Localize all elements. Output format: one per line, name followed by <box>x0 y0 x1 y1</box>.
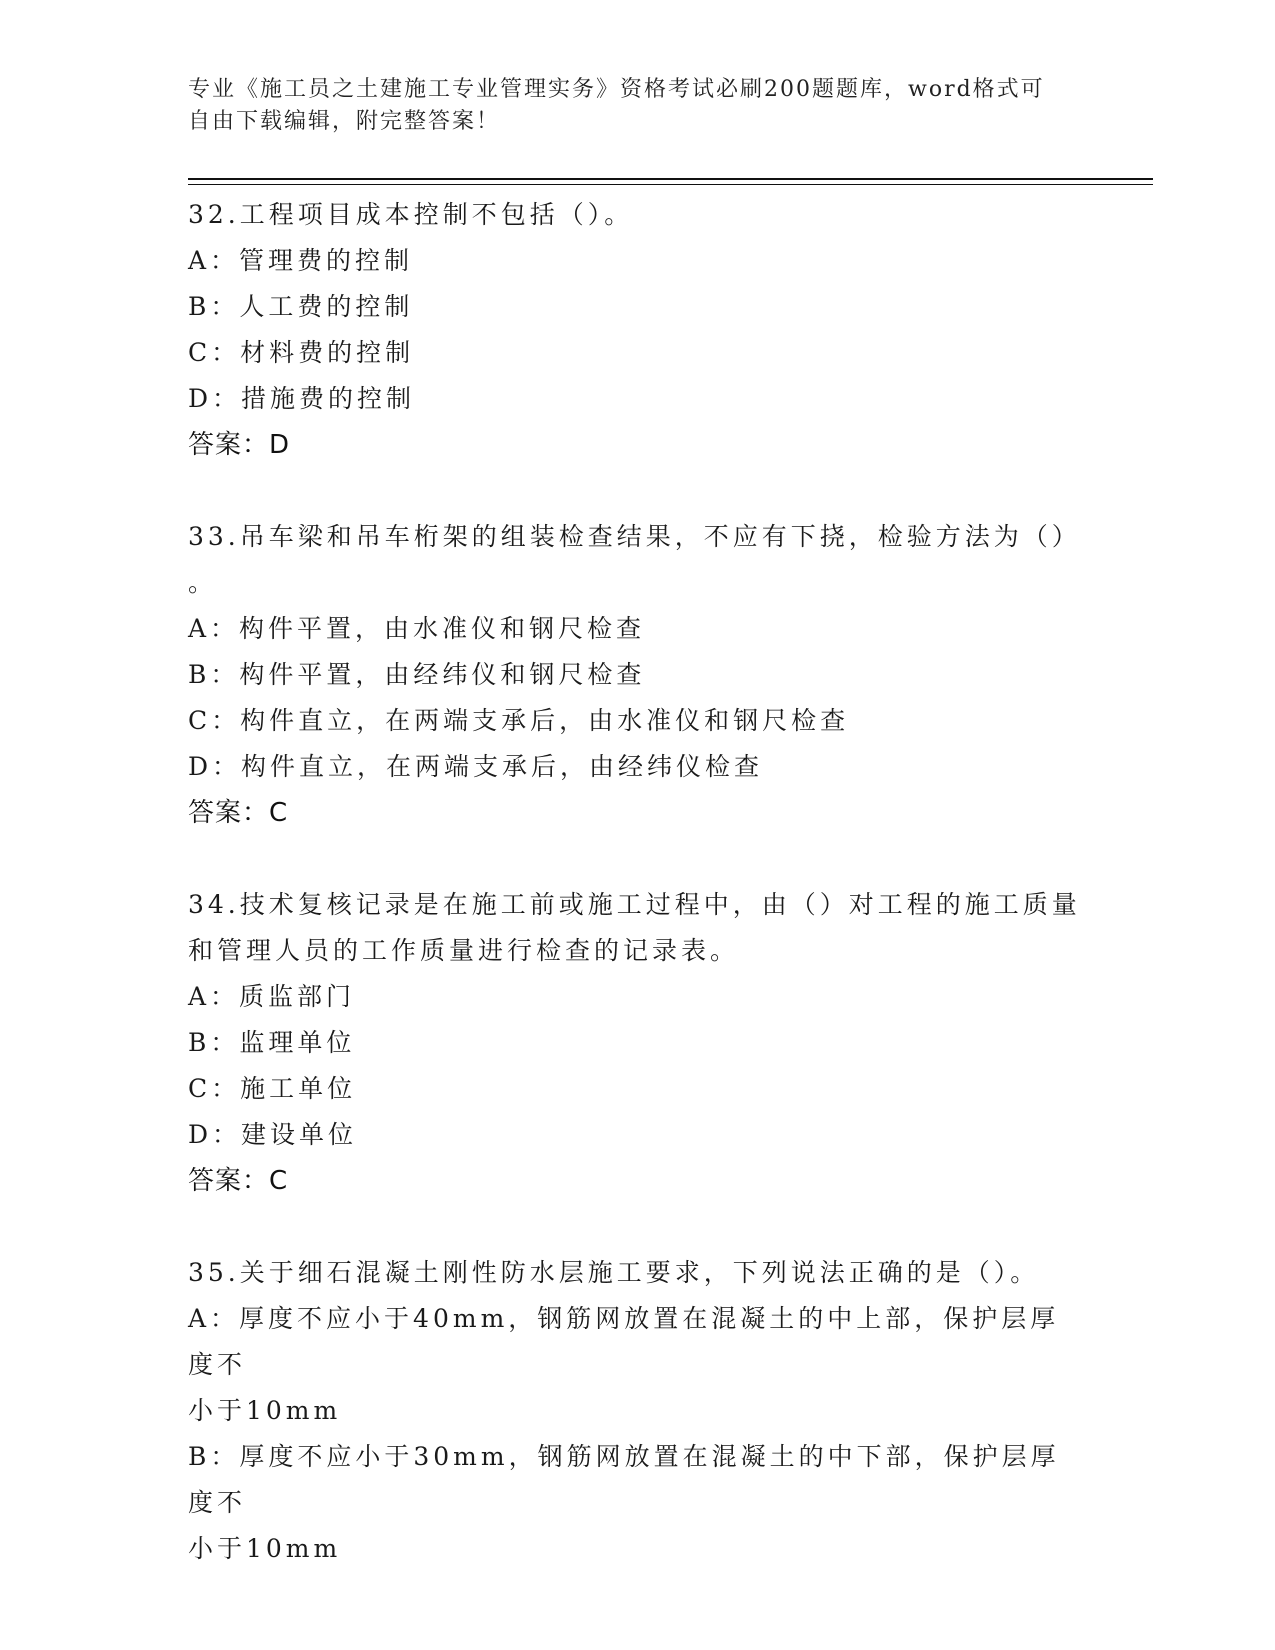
header-divider-thin <box>188 184 1153 185</box>
option-d: D：措施费的控制 <box>188 384 416 413</box>
question-stem: 34.技术复核记录是在施工前或施工过程中，由（）对工程的施工质量 <box>188 890 1081 919</box>
option-a-cont: 小于10mm <box>188 1396 342 1425</box>
option-b-cont: 小于10mm <box>188 1534 342 1563</box>
option-c: C：施工单位 <box>188 1074 357 1103</box>
option-b: B：构件平置，由经纬仪和钢尺检查 <box>188 660 646 689</box>
option-a: A：质监部门 <box>188 982 356 1011</box>
header-divider-thick <box>188 178 1153 180</box>
document-header <box>188 74 1088 138</box>
question-34 <box>188 882 1088 1204</box>
option-c: C：构件直立，在两端支承后，由水准仪和钢尺检查 <box>188 706 850 735</box>
question-stem-cont: 和管理人员的工作质量进行检查的记录表。 <box>188 936 740 965</box>
option-b: B：厚度不应小于30mm，钢筋网放置在混凝土的中下部，保护层厚度不 <box>188 1442 1060 1517</box>
header-line-2: 自由下载编辑，附完整答案！ <box>188 109 501 134</box>
answer: 答案：C <box>188 798 289 828</box>
option-a: A：构件平置，由水准仪和钢尺检查 <box>188 614 646 643</box>
option-d: D：构件直立，在两端支承后，由经纬仪检查 <box>188 752 764 781</box>
question-list <box>188 192 1088 1572</box>
question-stem: 32.工程项目成本控制不包括（）。 <box>188 200 634 229</box>
option-a: A：厚度不应小于40mm，钢筋网放置在混凝土的中上部，保护层厚度不 <box>188 1304 1060 1379</box>
header-line-1: 专业《施工员之土建施工专业管理实务》资格考试必刷200题题库，word格式可 <box>188 77 1045 102</box>
option-b: B：人工费的控制 <box>188 292 414 321</box>
question-35 <box>188 1250 1088 1572</box>
option-b: B：监理单位 <box>188 1028 356 1057</box>
answer: 答案：C <box>188 1166 289 1196</box>
question-stem: 35.关于细石混凝土刚性防水层施工要求，下列说法正确的是（）。 <box>188 1258 1040 1287</box>
option-a: A：管理费的控制 <box>188 246 414 275</box>
answer: 答案：D <box>188 430 291 460</box>
question-33 <box>188 514 1088 836</box>
question-stem: 33.吊车梁和吊车桁架的组装检查结果，不应有下挠，检验方法为（） <box>188 522 1081 551</box>
option-c: C：材料费的控制 <box>188 338 415 367</box>
question-32 <box>188 192 1088 468</box>
option-d: D：建设单位 <box>188 1120 358 1149</box>
question-stem-cont: 。 <box>188 568 218 597</box>
